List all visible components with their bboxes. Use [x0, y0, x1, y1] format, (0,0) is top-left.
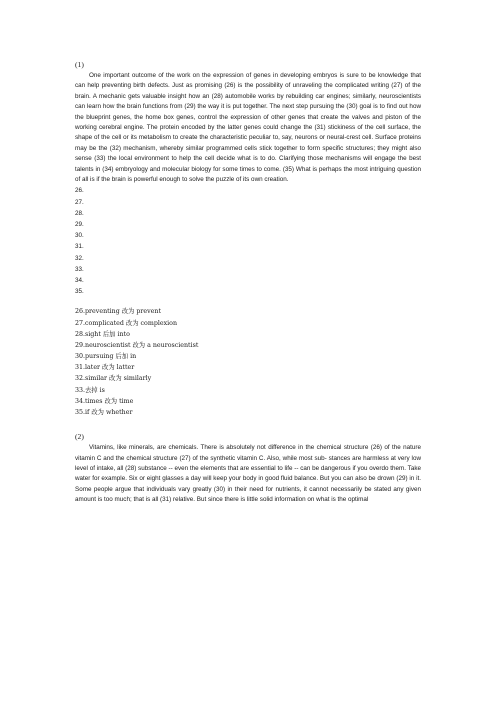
answer-item: 27.complicated 改为 complexion: [75, 319, 177, 327]
answer-item: 26.preventing 改为 prevent: [75, 308, 161, 316]
answer-item: 35.if 改为 whether: [75, 409, 133, 417]
blank-number: 35.: [75, 288, 84, 296]
section-1-paragraph: One important outcome of the work on the expression of genes in developing embryos is sure to be knowledge that can help preventing birth defects. Just as promising (26) is the possibility of unraveling the complicated writing (27) of the brain. A mechanic gets valuable insight how an (28) automobile works by rebuilding car engines; similarly, neuroscientists can learn how the brain functions from (29) the way it is put together. The next step pursuing the (30) goal is to find out how the blueprint genes, the home box genes, control the expression of other genes that create the valves and piston of the working cerebral engine. The protein encoded by the latter genes could change the (31) stickiness of the cell surface, the shape of the cell or its metabolism to create the characteristic peculiar to, say, neurons or neural-crest cell. Surface proteins may be the (32) mechanism, whereby similar programmed cells stick together to form specific structures; they might also sense (33) the local environment to help the cell decide what is to do. Clarifying those mechanisms will engage the best talents in (34) embryology and molecular biology for some times to come. (35) What is perhaps the most intriguing question of all is if the brain is powerful enough to solve the puzzle of its own creation.: [75, 72, 421, 184]
section-1-answer-list: [75, 306, 421, 418]
blank-number: 33.: [75, 265, 84, 273]
answer-item: 28.sight 后加 into: [75, 330, 130, 338]
section-2-label: (2): [75, 432, 84, 442]
blank-number: 34.: [75, 276, 84, 284]
answer-item: 33.去掉 is: [75, 386, 105, 394]
spacer: [75, 297, 421, 306]
section-2-paragraph: Vitamins, like minerals, are chemicals. There is absolutely not difference in the chemical structure (26) of the nature vitamin C and the chemical structure (27) of the synthetic vitamin C. Also, while most sub- stances are harmless at very low level of intake, all (28) substance -- even the elements that are essential to life -- can be dangerous if you overdo them. Take water for example. Six or eight glasses a day will keep your body in good fluid balance. But you can also be drown (29) in it. Some people argue that individuals vary greatly (30) in their need for nutrients, it cannot necessarily be stated any given amount is too much; that is all (31) relative. But since there is little solid information on what is the optimal: [75, 444, 421, 504]
blank-number: 26.: [75, 187, 84, 195]
answer-item: 31.later 改为 latter: [75, 364, 135, 372]
blank-number: 32.: [75, 254, 84, 262]
answer-item: 29.neuroscientist 改为 a neuroscientist: [75, 341, 199, 349]
blank-number: 29.: [75, 221, 84, 229]
document-page: [75, 60, 421, 506]
answer-item: 32.similar 改为 similarly: [75, 375, 152, 383]
blank-number: 31.: [75, 243, 84, 251]
blank-number: 30.: [75, 232, 84, 240]
answer-item: 30.pursuing 后加 in: [75, 353, 137, 361]
blank-number: 27.: [75, 198, 84, 206]
blank-number: 28.: [75, 209, 84, 217]
section-1-blank-list: [75, 185, 421, 297]
spacer: [75, 418, 421, 432]
answer-item: 34.times 改为 time: [75, 397, 134, 405]
section-1-label: (1): [75, 60, 84, 69]
